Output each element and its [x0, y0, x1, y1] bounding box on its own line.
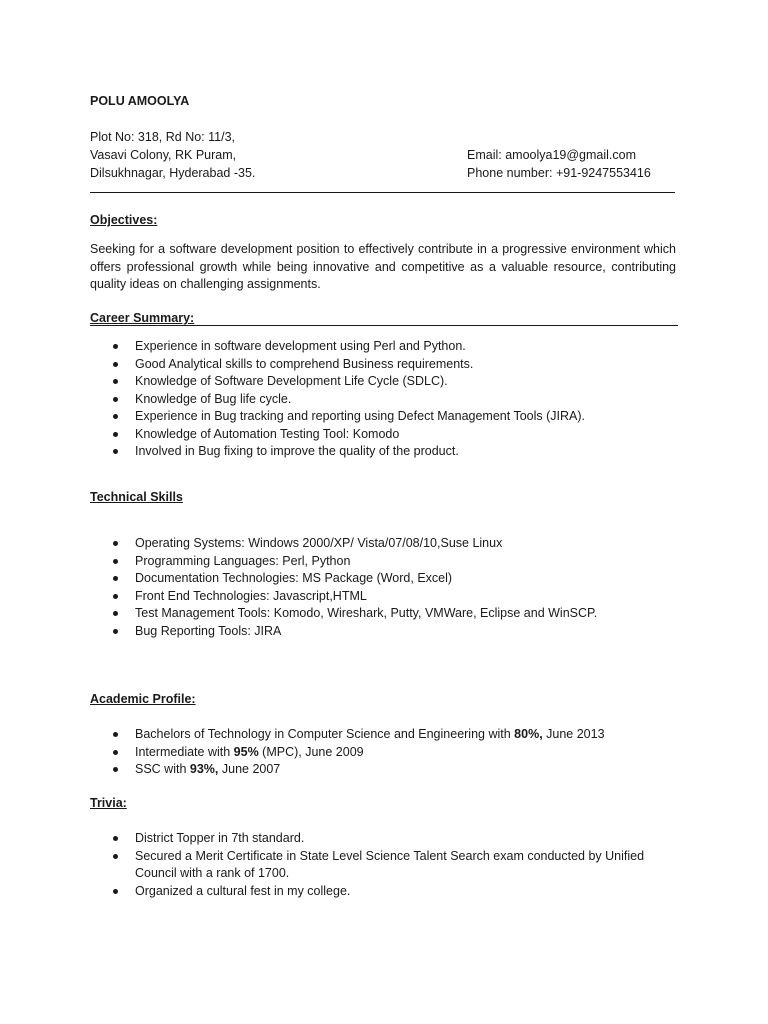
- list-item: Knowledge of Automation Testing Tool: Komodo: [90, 426, 678, 444]
- item-text: Bachelors of Technology in Computer Science and Engineering with: [135, 727, 515, 741]
- list-item: Good Analytical skills to comprehend Business requirements.: [90, 356, 678, 374]
- list-item: Bug Reporting Tools: JIRA: [90, 623, 678, 641]
- technical-skills-heading: Technical Skills: [90, 490, 183, 504]
- address-line: Plot No: 318, Rd No: 11/3,: [90, 130, 235, 144]
- address-line: Dilsukhnagar, Hyderabad -35.: [90, 166, 256, 180]
- list-item: Documentation Technologies: MS Package (Word, Excel): [90, 570, 678, 588]
- list-item: [90, 761, 678, 779]
- trivia-list: [90, 830, 678, 900]
- phone-text: Phone number: +91-9247553416: [467, 166, 651, 180]
- candidate-name: POLU AMOOLYA: [90, 94, 190, 108]
- list-item: Experience in software development using Perl and Python.: [90, 338, 678, 356]
- list-item: Test Management Tools: Komodo, Wireshark, Putty, VMWare, Eclipse and WinSCP.: [90, 605, 678, 623]
- item-score: 80%,: [514, 727, 543, 741]
- career-summary-heading-label: Career Summary:: [90, 311, 195, 325]
- trivia-heading: Trivia:: [90, 796, 127, 810]
- academic-profile-list: [90, 726, 678, 779]
- item-text: (MPC), June 2009: [258, 744, 364, 759]
- list-item: District Topper in 7th standard.: [90, 830, 678, 848]
- list-item: Secured a Merit Certificate in State Level Science Talent Search exam conducted by Unified Council with a rank of 1700.: [90, 848, 678, 883]
- email-text: Email: amoolya19@gmail.com: [467, 148, 637, 162]
- address-line: Vasavi Colony, RK Puram,: [90, 148, 237, 162]
- item-text: June 2013: [542, 727, 605, 741]
- header-divider: [90, 192, 675, 193]
- item-score: 95%: [233, 744, 259, 759]
- list-item: [90, 744, 678, 762]
- career-summary-list: [90, 338, 678, 461]
- item-score: 93%,: [189, 762, 219, 776]
- career-summary-heading: [90, 311, 678, 326]
- academic-profile-heading: Academic Profile:: [90, 692, 196, 706]
- contact-block: [467, 146, 651, 182]
- list-item: [90, 726, 678, 744]
- item-text: SSC with: [135, 762, 190, 776]
- item-text: June 2007: [218, 762, 281, 776]
- list-item: Programming Languages: Perl, Python: [90, 553, 678, 571]
- list-item: Knowledge of Software Development Life Cycle (SDLC).: [90, 373, 678, 391]
- list-item: Experience in Bug tracking and reporting using Defect Management Tools (JIRA).: [90, 408, 678, 426]
- list-item: Front End Technologies: Javascript,HTML: [90, 588, 678, 606]
- list-item: Involved in Bug fixing to improve the quality of the product.: [90, 443, 678, 461]
- address-block: [90, 128, 255, 182]
- objectives-text: Seeking for a software development position to effectively contribute in a progressive environment which offers professional growth while being innovative and competitive as a valuable resource, contributing quality ideas on challenging assignments.: [90, 242, 676, 291]
- technical-skills-list: [90, 535, 678, 640]
- list-item: Organized a cultural fest in my college.: [90, 883, 678, 901]
- list-item: Knowledge of Bug life cycle.: [90, 391, 678, 409]
- objectives-heading: Objectives:: [90, 213, 158, 227]
- list-item: Operating Systems: Windows 2000/XP/ Vista/07/08/10,Suse Linux: [90, 535, 678, 553]
- item-text: Intermediate with: [135, 744, 234, 759]
